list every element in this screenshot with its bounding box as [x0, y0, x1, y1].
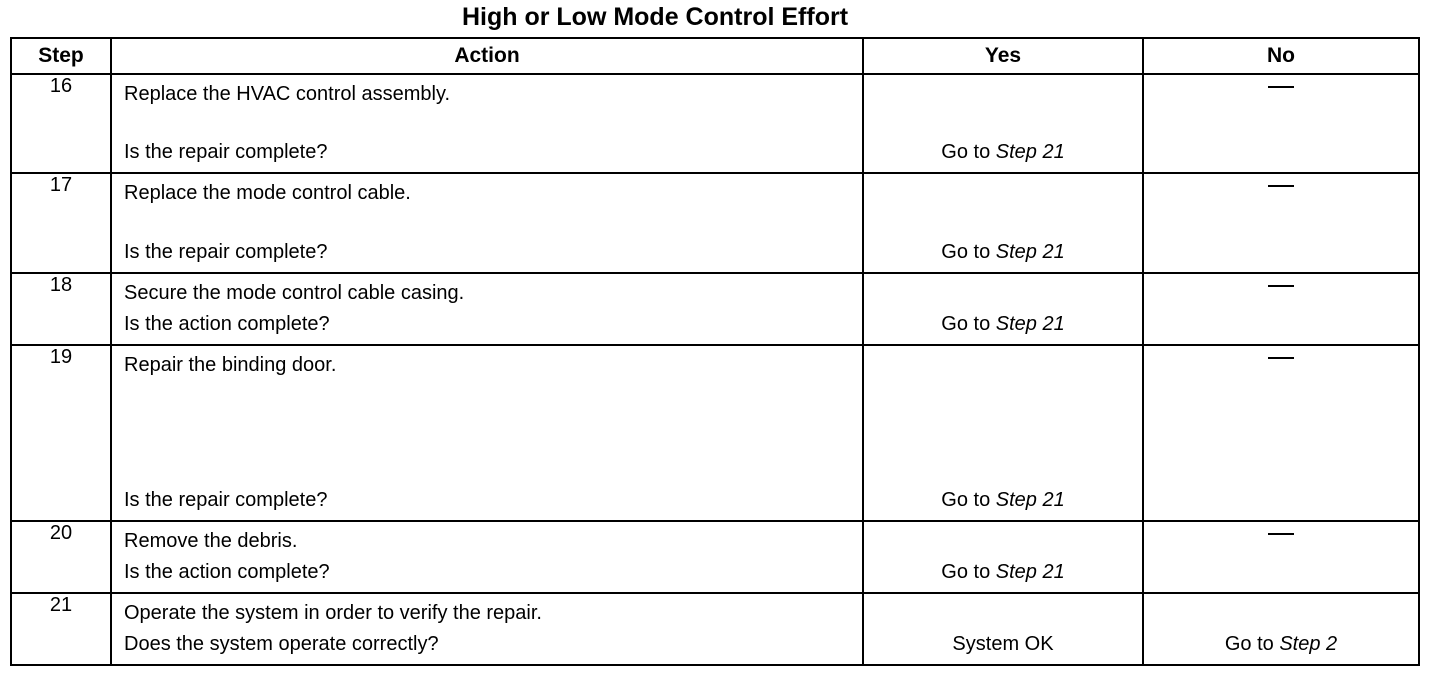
yes-result[interactable]: Go to Step 21 — [941, 313, 1065, 335]
action-question: Is the repair complete? — [124, 489, 328, 511]
no-cell — [1143, 74, 1419, 173]
table-row — [11, 173, 1419, 273]
no-cell — [1143, 521, 1419, 593]
action-text: Secure the mode control cable casing. — [124, 282, 465, 304]
action-text: Repair the binding door. — [124, 354, 337, 376]
procedure-table — [10, 37, 1420, 666]
action-question: Is the action complete? — [124, 313, 330, 335]
table-header-row — [11, 38, 1419, 74]
dash-icon — [1268, 357, 1294, 359]
action-question: Is the repair complete? — [124, 141, 328, 163]
action-cell — [111, 74, 863, 173]
yes-result[interactable]: Go to Step 21 — [941, 561, 1065, 583]
table-row — [11, 273, 1419, 345]
action-text: Replace the mode control cable. — [124, 182, 411, 204]
step-reference: Step 21 — [995, 141, 1065, 163]
table-row — [11, 593, 1419, 665]
no-cell — [1143, 173, 1419, 273]
table-row — [11, 345, 1419, 521]
yes-cell — [863, 521, 1143, 593]
step-reference: Step 2 — [1279, 633, 1338, 655]
action-cell — [111, 593, 863, 665]
yes-cell — [863, 74, 1143, 173]
step-number: 20 — [11, 521, 111, 593]
yes-cell — [863, 173, 1143, 273]
dash-icon — [1268, 285, 1294, 287]
step-reference: Step 21 — [995, 313, 1065, 335]
yes-cell — [863, 273, 1143, 345]
yes-result[interactable]: Go to Step 21 — [941, 141, 1065, 163]
yes-cell — [863, 345, 1143, 521]
dash-icon — [1268, 185, 1294, 187]
yes-result[interactable]: Go to Step 21 — [941, 489, 1065, 511]
action-question: Is the repair complete? — [124, 241, 328, 263]
header-step: Step — [11, 38, 111, 74]
no-result[interactable]: Go to Step 2 — [1224, 633, 1338, 655]
table-row — [11, 74, 1419, 173]
action-text: Replace the HVAC control assembly. — [124, 83, 451, 105]
action-cell — [111, 521, 863, 593]
yes-result[interactable]: Go to Step 21 — [941, 241, 1065, 263]
step-number: 21 — [11, 593, 111, 665]
page-title: High or Low Mode Control Effort — [461, 3, 849, 31]
no-cell — [1143, 345, 1419, 521]
step-reference: Step 21 — [995, 241, 1065, 263]
step-reference: Step 21 — [995, 489, 1065, 511]
action-text: Operate the system in order to verify the repair. — [124, 602, 542, 624]
no-cell — [1143, 593, 1419, 665]
action-question: Does the system operate correctly? — [124, 633, 439, 655]
step-number: 18 — [11, 273, 111, 345]
action-cell — [111, 173, 863, 273]
dash-icon — [1268, 86, 1294, 88]
dash-icon — [1268, 533, 1294, 535]
step-number: 17 — [11, 173, 111, 273]
step-reference: Step 21 — [995, 561, 1065, 583]
header-yes: Yes — [863, 38, 1143, 74]
step-number: 16 — [11, 74, 111, 173]
action-cell — [111, 273, 863, 345]
header-no: No — [1143, 38, 1419, 74]
action-cell — [111, 345, 863, 521]
header-action: Action — [111, 38, 863, 74]
yes-cell — [863, 593, 1143, 665]
table-row — [11, 521, 1419, 593]
action-question: Is the action complete? — [124, 561, 330, 583]
no-cell — [1143, 273, 1419, 345]
step-number: 19 — [11, 345, 111, 521]
yes-result: System OK — [952, 633, 1054, 655]
action-text: Remove the debris. — [124, 530, 298, 552]
